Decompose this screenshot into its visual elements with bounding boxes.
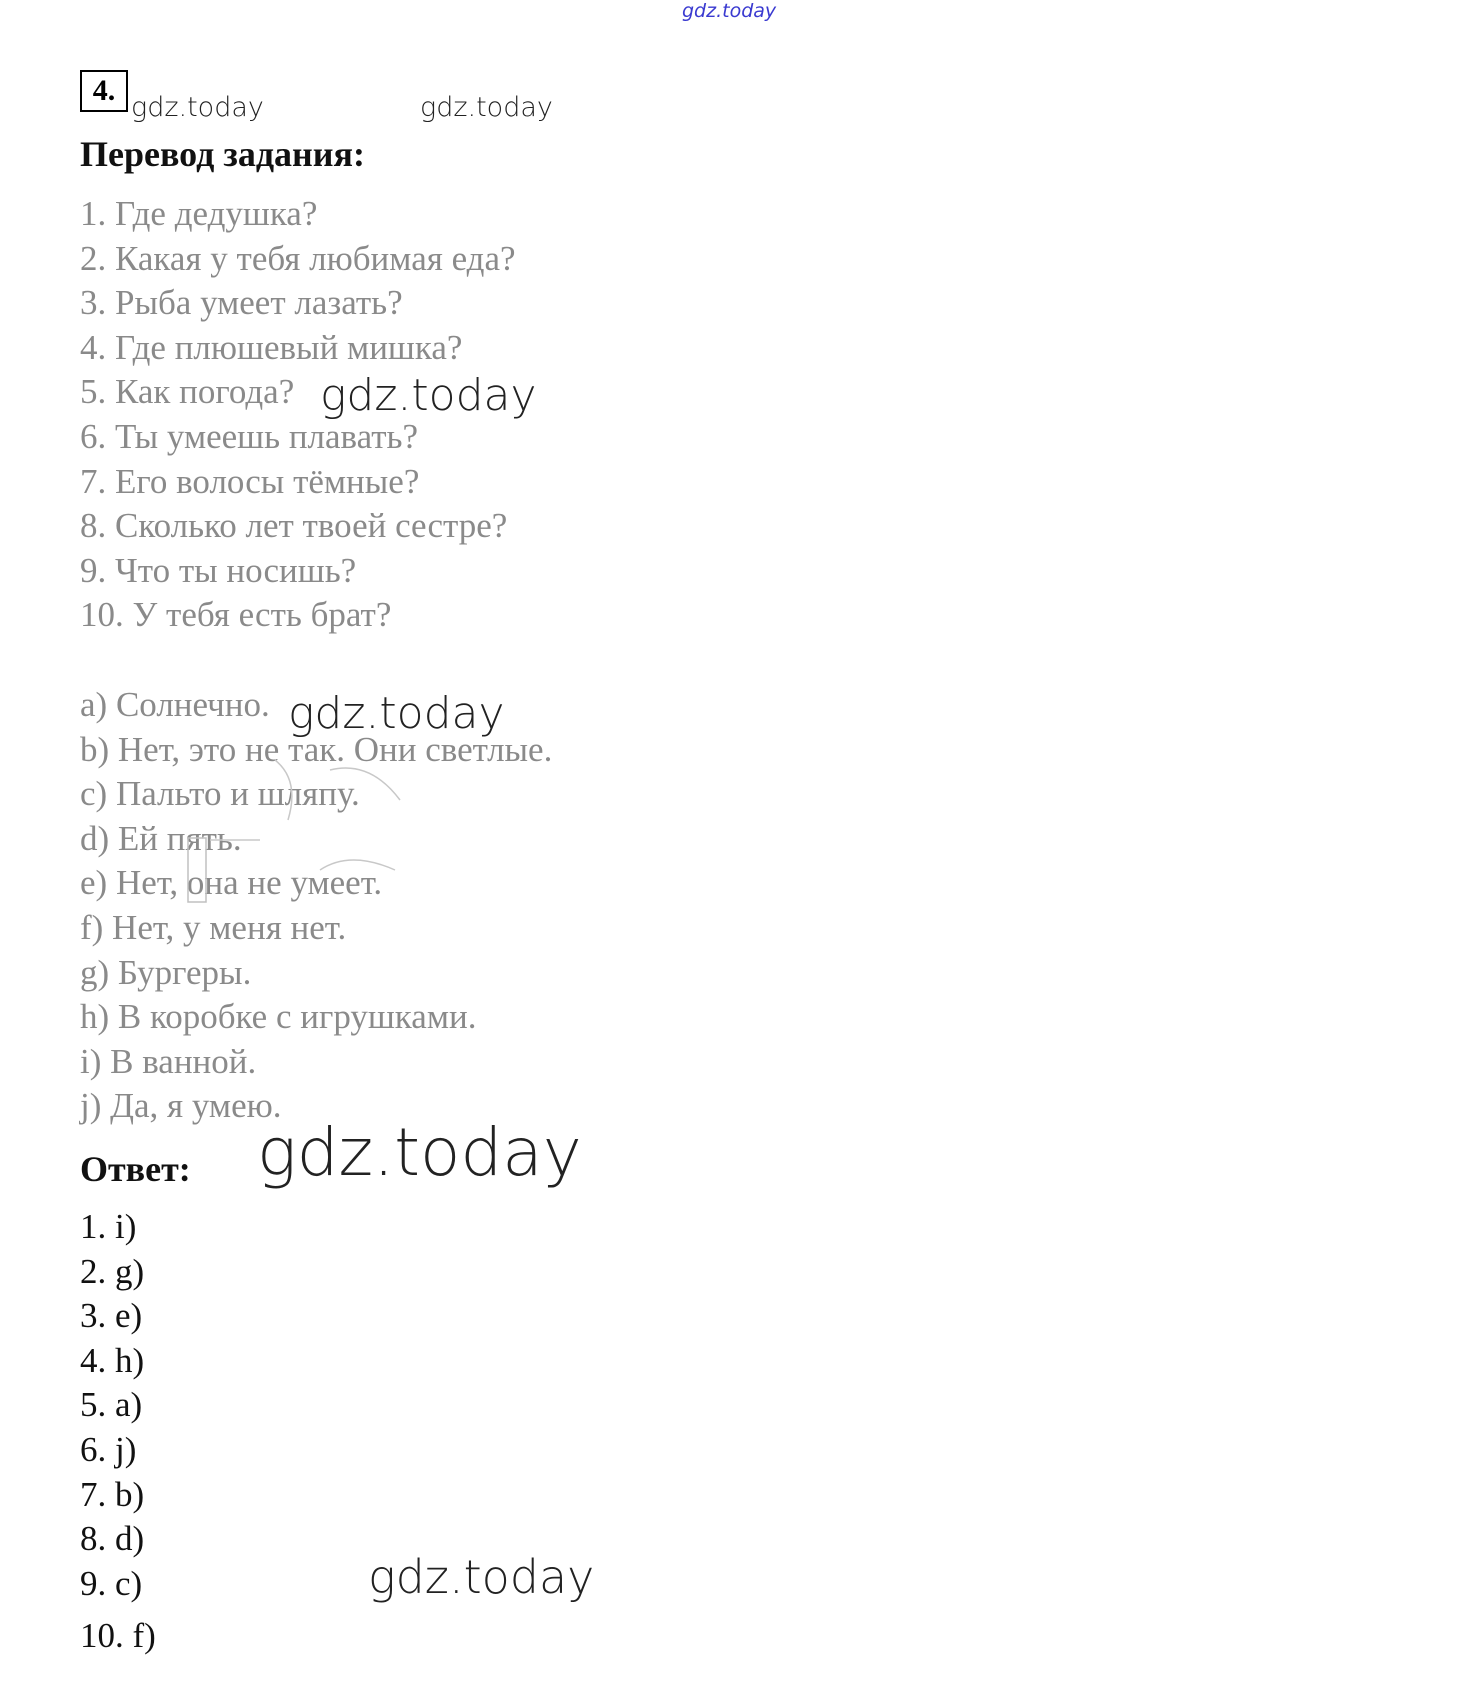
question-item: 5. Как погода? [80, 372, 295, 412]
answer-option: e) Нет, она не умеет. [80, 863, 383, 903]
answer-option: f) Нет, у меня нет. [80, 907, 347, 947]
answer-key-item: 5. a) [80, 1385, 143, 1425]
question-item: 6. Ты умеешь плавать? [80, 416, 419, 456]
watermark: gdz.today [257, 1114, 582, 1191]
question-item: 8. Сколько лет твоей сестре? [80, 506, 508, 546]
watermark: gdz.today [420, 92, 553, 123]
answer-key-item: 10. f) [80, 1616, 156, 1656]
answer-key-item: 7. b) [80, 1474, 145, 1514]
watermark: gdz.today [320, 370, 537, 421]
watermark: gdz.today [131, 92, 264, 123]
answer-key-item: 4. h) [80, 1340, 145, 1380]
translation-heading: Перевод задания: [80, 134, 365, 174]
task-number-box: 4. [80, 70, 128, 112]
question-item: 2. Какая у тебя любимая еда? [80, 238, 516, 278]
answer-heading: Ответ: [80, 1149, 191, 1189]
answer-key-item: 6. j) [80, 1429, 137, 1469]
question-item: 7. Его волосы тёмные? [80, 461, 420, 501]
answer-key-item: 9. c) [80, 1563, 143, 1603]
answer-key-list [80, 1205, 156, 1659]
answer-option: g) Бургеры. [80, 952, 252, 992]
watermark: gdz.today [368, 1550, 595, 1604]
answer-key-item: 8. d) [80, 1519, 145, 1559]
watermark: gdz.today [288, 688, 505, 739]
scan-artifact-scribble [180, 740, 420, 910]
question-item: 4. Где плюшевый мишка? [80, 327, 463, 367]
question-item: 3. Рыба умеет лазать? [80, 283, 403, 323]
answer-key-item: 2. g) [80, 1251, 145, 1291]
answer-option: h) В коробке с игрушками. [80, 997, 477, 1037]
watermark-top: gdz.today [682, 0, 777, 22]
question-item: 1. Где дедушка? [80, 194, 318, 233]
answer-key-item: 3. e) [80, 1296, 143, 1336]
answer-option: i) В ванной. [80, 1041, 257, 1081]
answer-option: d) Ей пять. [80, 818, 242, 858]
question-item: 9. Что ты носишь? [80, 550, 357, 590]
answer-option: b) Нет, это не так. Они светлые. [80, 729, 553, 769]
answer-key-item: 1. i) [80, 1207, 137, 1246]
question-item: 10. У тебя есть брат? [80, 595, 392, 635]
answer-option: c) Пальто и шляпу. [80, 774, 360, 814]
answer-option: j) Да, я умею. [80, 1086, 282, 1126]
answer-option: a) Солнечно. [80, 685, 270, 724]
